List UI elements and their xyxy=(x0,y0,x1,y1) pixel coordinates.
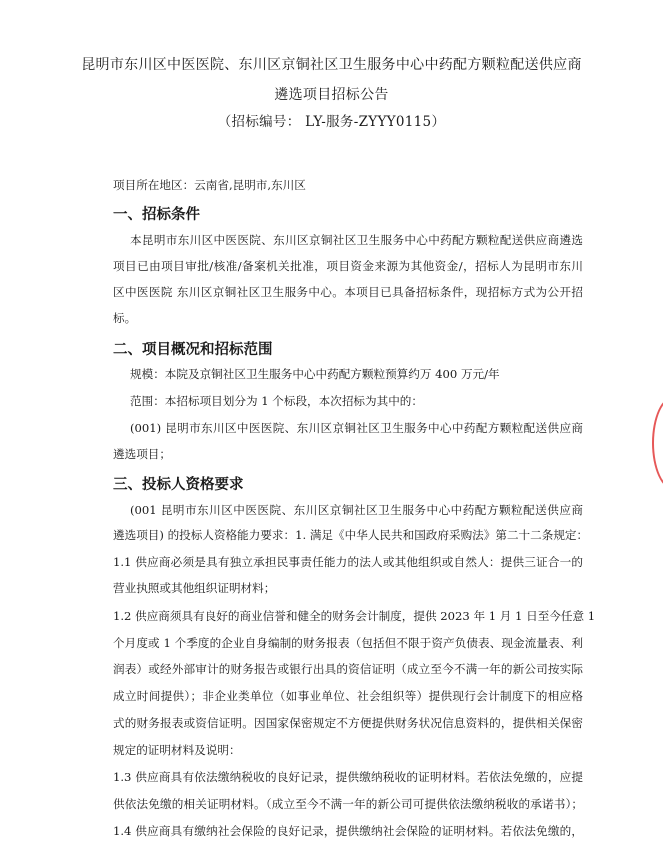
paragraph-line: 1.4 供应商具有缴纳社会保险的良好记录，提供缴纳社会保险的证明材料。若依法免缴的， xyxy=(113,824,583,838)
paragraph-line: 个月度或 1 个季度的企业自身编制的财务报表（包括但不限于资产负债表、现金流量表、利 xyxy=(113,636,583,650)
section-heading-project-overview: 二、项目概况和招标范围 xyxy=(113,341,273,358)
paragraph-line: 本昆明市东川区中医医院、东川区京铜社区卫生服务中心中药配方颗粒配送供应商遴选 xyxy=(130,233,583,247)
paragraph-line: 1.1 供应商必须是具有独立承担民事责任能力的法人或其他组织或自然人：提供三证合一的 xyxy=(113,555,583,569)
paragraph-line: 营业执照或其他组织证明材料； xyxy=(113,581,276,595)
paragraph-line: 1.2 供应商须具有良好的商业信誉和健全的财务会计制度，提供 2023 年 1 月 1 日至今任意 1 xyxy=(113,609,596,623)
section-heading-tender-conditions: 一、招标条件 xyxy=(113,206,200,223)
paragraph-line: 供依法免缴的相关证明材料。（成立至今不满一年的新公司可提供依法缴纳税收的承诺书）； xyxy=(113,797,583,811)
document-title-line-2: 遴选项目招标公告 xyxy=(274,87,389,103)
paragraph-line: 范围：本招标项目划分为 1 个标段，本次招标为其中的： xyxy=(130,394,423,408)
paragraph-line: 润表）或经外部审计的财务报告或银行出具的资信证明（成立至今不满一年的新公司按实际 xyxy=(113,662,583,676)
paragraph-line: 遴选项目) 的投标人资格能力要求：1. 满足《中华人民共和国政府采购法》第二十二条规定： xyxy=(113,528,589,542)
paragraph-line: 项目已由项目审批/核准/备案机关批准，项目资金来源为其他资金/，招标人为昆明市东川 xyxy=(113,259,583,273)
section-heading-bidder-qualifications: 三、投标人资格要求 xyxy=(113,476,244,493)
paragraph-line: 规模：本院及京铜社区卫生服务中心中药配方颗粒预算约万 400 万元/年 xyxy=(130,367,500,381)
paragraph-line: 遴选项目； xyxy=(113,447,171,461)
red-seal-stamp xyxy=(652,396,663,490)
paragraph-line: 标。 xyxy=(113,311,137,325)
paragraph-line: (001) 昆明市东川区中医医院、东川区京铜社区卫生服务中心中药配方颗粒配送供应商 xyxy=(130,421,583,435)
paragraph-line: 成立时间提供）；非企业类单位（如事业单位、社会组织等）提供现行会计制度下的相应格 xyxy=(113,689,583,703)
paragraph-line: 式的财务报表或资信证明。因国家保密规定不方便提供财务状况信息资料的，提供相关保密 xyxy=(113,716,583,730)
paragraph-line: 1.3 供应商具有依法缴纳税收的良好记录，提供缴纳税收的证明材料。若依法免缴的，应提 xyxy=(113,770,583,784)
paragraph-line: 规定的证明材料及说明： xyxy=(113,743,241,757)
project-location: 项目所在地区：云南省,昆明市,东川区 xyxy=(113,178,306,192)
document-title-line-1: 昆明市东川区中医医院、东川区京铜社区卫生服务中心中药配方颗粒配送供应商 xyxy=(81,57,582,73)
paragraph-line: (001 昆明市东川区中医医院、东川区京铜社区卫生服务中心中药配方颗粒配送供应商 xyxy=(130,503,583,517)
paragraph-line: 区中医医院 东川区京铜社区卫生服务中心。本项目已具备招标条件，现招标方式为公开招 xyxy=(113,285,583,299)
tender-number: （招标编号： LY-服务-ZYYY0115） xyxy=(217,114,446,130)
